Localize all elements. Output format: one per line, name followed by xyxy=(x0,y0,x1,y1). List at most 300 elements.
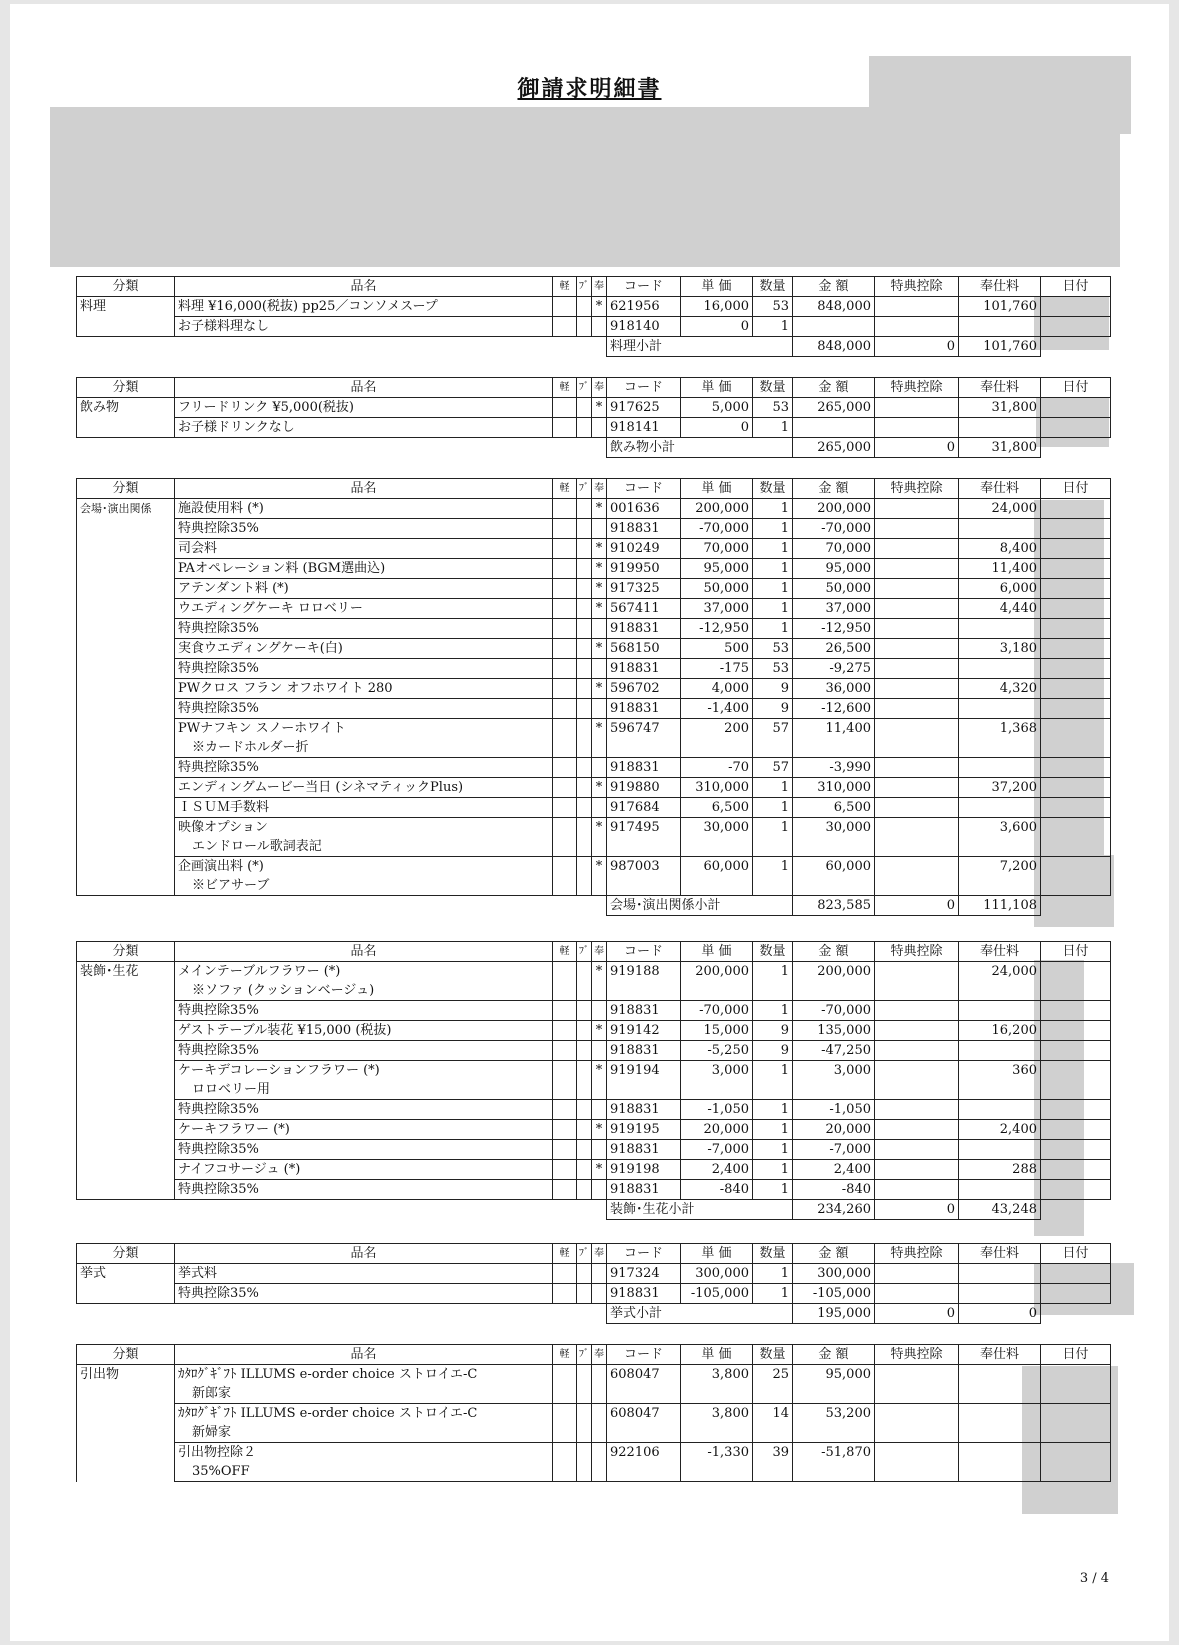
line-item-row xyxy=(77,1284,1111,1304)
quantity: 1 xyxy=(753,1140,793,1160)
amount xyxy=(793,418,875,438)
bu-cell xyxy=(577,398,592,418)
bu-cell xyxy=(577,599,592,619)
date-cell xyxy=(1041,539,1111,559)
item-code: 918831 xyxy=(607,659,681,679)
item-code: 918831 xyxy=(607,1180,681,1200)
column-header: 奉 xyxy=(592,479,607,499)
quantity: 1 xyxy=(753,1264,793,1284)
amount: -12,600 xyxy=(793,699,875,719)
line-item-row xyxy=(77,499,1111,519)
bu-cell xyxy=(577,798,592,818)
service-charge: 37,200 xyxy=(959,778,1041,798)
bu-cell xyxy=(577,1100,592,1120)
header-row xyxy=(77,942,1111,962)
benefit-deduction xyxy=(875,1100,959,1120)
benefit-deduction xyxy=(875,579,959,599)
bu-cell xyxy=(577,1001,592,1021)
benefit-deduction xyxy=(875,1264,959,1284)
item-name-line: PWナフキン スノーホワイト xyxy=(178,721,346,736)
unit-price: 4,000 xyxy=(681,679,753,699)
service-mark: * xyxy=(592,1160,607,1180)
subtotal-service: 101,760 xyxy=(959,337,1041,357)
light-tax-cell xyxy=(553,719,577,758)
column-header: ﾌﾞ xyxy=(577,942,592,962)
quantity: 1 xyxy=(753,539,793,559)
column-header: 数量 xyxy=(753,277,793,297)
category-cell xyxy=(77,659,175,679)
service-mark: * xyxy=(592,539,607,559)
quantity: 57 xyxy=(753,758,793,778)
quantity: 1 xyxy=(753,1160,793,1180)
subtotal-label: 会場･演出関係小計 xyxy=(607,896,793,916)
unit-price: 0 xyxy=(681,418,753,438)
quantity: 14 xyxy=(753,1404,793,1443)
header-row xyxy=(77,277,1111,297)
line-item-row xyxy=(77,818,1111,857)
bu-cell xyxy=(577,1041,592,1061)
light-tax-cell xyxy=(553,857,577,896)
line-item-row xyxy=(77,539,1111,559)
section-table xyxy=(76,478,1111,916)
service-charge xyxy=(959,1041,1041,1061)
item-code: 922106 xyxy=(607,1443,681,1482)
category-cell xyxy=(77,758,175,778)
item-name-line: 挙式料 xyxy=(178,1266,218,1281)
subtotal-service: 0 xyxy=(959,1304,1041,1324)
column-header: 金 額 xyxy=(793,277,875,297)
item-name xyxy=(175,1404,553,1443)
category-cell xyxy=(77,1180,175,1200)
service-mark xyxy=(592,758,607,778)
unit-price: 70,000 xyxy=(681,539,753,559)
quantity: 1 xyxy=(753,1284,793,1304)
item-name xyxy=(175,519,553,539)
item-name xyxy=(175,679,553,699)
light-tax-cell xyxy=(553,418,577,438)
redacted-block xyxy=(50,107,1120,267)
column-header: コード xyxy=(607,277,681,297)
unit-price: 3,800 xyxy=(681,1404,753,1443)
amount: 310,000 xyxy=(793,778,875,798)
column-header: ﾌﾞ xyxy=(577,479,592,499)
quantity: 53 xyxy=(753,297,793,317)
quantity: 1 xyxy=(753,499,793,519)
unit-price: -1,330 xyxy=(681,1443,753,1482)
service-charge: 4,440 xyxy=(959,599,1041,619)
bu-cell xyxy=(577,1365,592,1404)
service-charge: 24,000 xyxy=(959,499,1041,519)
quantity: 1 xyxy=(753,599,793,619)
bu-cell xyxy=(577,659,592,679)
quantity: 1 xyxy=(753,559,793,579)
page-title: 御請求明細書 xyxy=(517,76,662,102)
item-name-line: 特典控除35% xyxy=(178,621,259,636)
service-charge xyxy=(959,699,1041,719)
item-name-line: アテンダント料 (*) xyxy=(178,581,289,596)
column-header: 軽 xyxy=(553,479,577,499)
item-code: 001636 xyxy=(607,499,681,519)
benefit-deduction xyxy=(875,499,959,519)
item-code: 918831 xyxy=(607,1140,681,1160)
column-header: 軽 xyxy=(553,277,577,297)
item-name xyxy=(175,1365,553,1404)
item-name-line: お子様ドリンクなし xyxy=(178,420,295,435)
unit-price: 200 xyxy=(681,719,753,758)
column-header: ﾌﾞ xyxy=(577,277,592,297)
unit-price: 37,000 xyxy=(681,599,753,619)
date-cell xyxy=(1041,1443,1111,1482)
bu-cell xyxy=(577,297,592,317)
column-header: 金 額 xyxy=(793,378,875,398)
amount: -9,275 xyxy=(793,659,875,679)
bu-cell xyxy=(577,1404,592,1443)
bu-cell xyxy=(577,519,592,539)
bu-cell xyxy=(577,1264,592,1284)
item-code: 621956 xyxy=(607,297,681,317)
column-header: 日付 xyxy=(1041,942,1111,962)
service-mark xyxy=(592,418,607,438)
unit-price: 310,000 xyxy=(681,778,753,798)
subtotal-service: 31,800 xyxy=(959,438,1041,458)
service-mark xyxy=(592,659,607,679)
item-name xyxy=(175,639,553,659)
column-header: 分類 xyxy=(77,1244,175,1264)
date-cell xyxy=(1041,857,1111,896)
quantity: 57 xyxy=(753,719,793,758)
light-tax-cell xyxy=(553,699,577,719)
quantity: 53 xyxy=(753,639,793,659)
line-item-row xyxy=(77,1041,1111,1061)
bu-cell xyxy=(577,778,592,798)
service-charge xyxy=(959,1140,1041,1160)
column-header: 奉 xyxy=(592,277,607,297)
service-mark xyxy=(592,1100,607,1120)
item-name-line: 特典控除35% xyxy=(178,1286,259,1301)
category-cell xyxy=(77,639,175,659)
quantity: 1 xyxy=(753,1061,793,1100)
bu-cell xyxy=(577,962,592,1001)
item-code: 917684 xyxy=(607,798,681,818)
item-code: 918140 xyxy=(607,317,681,337)
date-cell xyxy=(1041,438,1111,458)
unit-price: 6,500 xyxy=(681,798,753,818)
subtotal-label: 挙式小計 xyxy=(607,1304,793,1324)
item-name-line: 司会料 xyxy=(178,541,218,556)
item-code: 596747 xyxy=(607,719,681,758)
item-code: 608047 xyxy=(607,1365,681,1404)
service-mark xyxy=(592,317,607,337)
item-name xyxy=(175,499,553,519)
benefit-deduction xyxy=(875,398,959,418)
item-code: 918831 xyxy=(607,1001,681,1021)
item-name-line: 施設使用料 (*) xyxy=(178,501,264,516)
amount: 36,000 xyxy=(793,679,875,699)
subtotal-amount: 265,000 xyxy=(793,438,875,458)
category-cell xyxy=(77,579,175,599)
item-code: 608047 xyxy=(607,1404,681,1443)
column-header: 軽 xyxy=(553,378,577,398)
date-cell xyxy=(1041,962,1111,1001)
light-tax-cell xyxy=(553,659,577,679)
unit-price: 20,000 xyxy=(681,1120,753,1140)
bu-cell xyxy=(577,619,592,639)
item-name xyxy=(175,418,553,438)
item-name xyxy=(175,1061,553,1100)
light-tax-cell xyxy=(553,599,577,619)
line-item-row xyxy=(77,398,1111,418)
quantity: 1 xyxy=(753,818,793,857)
column-header: 特典控除 xyxy=(875,277,959,297)
date-cell xyxy=(1041,1365,1111,1404)
benefit-deduction xyxy=(875,1041,959,1061)
column-header: 数量 xyxy=(753,479,793,499)
benefit-deduction xyxy=(875,778,959,798)
line-item-row xyxy=(77,1001,1111,1021)
amount: -840 xyxy=(793,1180,875,1200)
item-code: 919194 xyxy=(607,1061,681,1100)
quantity: 1 xyxy=(753,519,793,539)
subtotal-deduction: 0 xyxy=(875,337,959,357)
column-header: 数量 xyxy=(753,1244,793,1264)
light-tax-cell xyxy=(553,1120,577,1140)
service-charge: 101,760 xyxy=(959,297,1041,317)
date-cell xyxy=(1041,559,1111,579)
item-name xyxy=(175,699,553,719)
item-name xyxy=(175,1041,553,1061)
line-item-row xyxy=(77,1404,1111,1443)
item-name xyxy=(175,1284,553,1304)
service-charge: 2,400 xyxy=(959,1120,1041,1140)
subtotal-service: 43,248 xyxy=(959,1200,1041,1220)
benefit-deduction xyxy=(875,699,959,719)
date-cell xyxy=(1041,659,1111,679)
bu-cell xyxy=(577,719,592,758)
service-charge xyxy=(959,798,1041,818)
date-cell xyxy=(1041,1284,1111,1304)
light-tax-cell xyxy=(553,778,577,798)
unit-price: -70 xyxy=(681,758,753,778)
quantity: 53 xyxy=(753,398,793,418)
quantity: 1 xyxy=(753,857,793,896)
item-name-note: ※カードホルダー折 xyxy=(192,740,309,755)
column-header: 奉仕料 xyxy=(959,378,1041,398)
quantity: 25 xyxy=(753,1365,793,1404)
bu-cell xyxy=(577,579,592,599)
column-header: 特典控除 xyxy=(875,942,959,962)
item-name xyxy=(175,297,553,317)
item-name xyxy=(175,857,553,896)
service-charge xyxy=(959,659,1041,679)
subtotal-label: 飲み物小計 xyxy=(607,438,793,458)
service-charge: 31,800 xyxy=(959,398,1041,418)
amount: -105,000 xyxy=(793,1284,875,1304)
light-tax-cell xyxy=(553,1001,577,1021)
column-header: 特典控除 xyxy=(875,1244,959,1264)
bu-cell xyxy=(577,857,592,896)
item-name-line: ｶﾀﾛｸﾞｷﾞﾌﾄ ILLUMS e-order choice ストロイエ-C xyxy=(178,1406,478,1421)
service-charge: 7,200 xyxy=(959,857,1041,896)
amount: 135,000 xyxy=(793,1021,875,1041)
section-table xyxy=(76,1243,1111,1324)
column-header: 品名 xyxy=(175,378,553,398)
date-cell xyxy=(1041,499,1111,519)
section-table xyxy=(76,1344,1111,1482)
service-charge xyxy=(959,1284,1041,1304)
bu-cell xyxy=(577,639,592,659)
item-name-line: エンディングムービー当日 (シネマティックPlus) xyxy=(178,780,464,795)
amount: 3,000 xyxy=(793,1061,875,1100)
column-header: 金 額 xyxy=(793,1244,875,1264)
benefit-deduction xyxy=(875,1061,959,1100)
item-name-line: 特典控除35% xyxy=(178,1003,259,1018)
benefit-deduction xyxy=(875,418,959,438)
column-header: 単 価 xyxy=(681,479,753,499)
item-name-note: 新婦家 xyxy=(192,1425,232,1440)
item-name-line: ｶﾀﾛｸﾞｷﾞﾌﾄ ILLUMS e-order choice ストロイエ-C xyxy=(178,1367,478,1382)
column-header: 奉仕料 xyxy=(959,1345,1041,1365)
bu-cell xyxy=(577,418,592,438)
category-cell: 挙式 xyxy=(77,1264,175,1284)
item-name xyxy=(175,559,553,579)
column-header: 日付 xyxy=(1041,378,1111,398)
service-mark: * xyxy=(592,679,607,699)
benefit-deduction xyxy=(875,1120,959,1140)
column-header: 分類 xyxy=(77,1345,175,1365)
category-cell xyxy=(77,599,175,619)
bu-cell xyxy=(577,1140,592,1160)
line-item-row xyxy=(77,778,1111,798)
light-tax-cell xyxy=(553,1365,577,1404)
item-name-note: 新郎家 xyxy=(192,1386,232,1401)
service-mark: * xyxy=(592,719,607,758)
service-charge: 360 xyxy=(959,1061,1041,1100)
subtotal-row xyxy=(77,1200,1111,1220)
date-cell xyxy=(1041,398,1111,418)
subtotal-deduction: 0 xyxy=(875,896,959,916)
unit-price: 500 xyxy=(681,639,753,659)
column-header: 奉 xyxy=(592,942,607,962)
light-tax-cell xyxy=(553,1041,577,1061)
subtotal-row xyxy=(77,337,1111,357)
item-name xyxy=(175,1100,553,1120)
service-mark xyxy=(592,1001,607,1021)
quantity: 9 xyxy=(753,699,793,719)
category-cell xyxy=(77,778,175,798)
item-name xyxy=(175,1264,553,1284)
service-charge: 3,180 xyxy=(959,639,1041,659)
amount: 265,000 xyxy=(793,398,875,418)
item-code: 919188 xyxy=(607,962,681,1001)
column-header: 分類 xyxy=(77,942,175,962)
amount: -3,990 xyxy=(793,758,875,778)
category-cell: 飲み物 xyxy=(77,398,175,418)
column-header: 品名 xyxy=(175,277,553,297)
light-tax-cell xyxy=(553,1180,577,1200)
line-item-row xyxy=(77,579,1111,599)
category-cell xyxy=(77,1443,175,1482)
amount: -1,050 xyxy=(793,1100,875,1120)
quantity: 1 xyxy=(753,418,793,438)
unit-price: 95,000 xyxy=(681,559,753,579)
line-item-row xyxy=(77,1061,1111,1100)
service-mark: * xyxy=(592,297,607,317)
column-header: 数量 xyxy=(753,378,793,398)
category-cell: 料理 xyxy=(77,297,175,317)
unit-price: -7,000 xyxy=(681,1140,753,1160)
item-code: 917625 xyxy=(607,398,681,418)
item-name-line: 特典控除35% xyxy=(178,521,259,536)
service-mark xyxy=(592,1140,607,1160)
column-header: 数量 xyxy=(753,1345,793,1365)
column-header: 単 価 xyxy=(681,277,753,297)
service-charge xyxy=(959,1180,1041,1200)
quantity: 1 xyxy=(753,619,793,639)
subtotal-label: 料理小計 xyxy=(607,337,793,357)
category-cell xyxy=(77,519,175,539)
amount: -70,000 xyxy=(793,519,875,539)
line-item-row xyxy=(77,519,1111,539)
light-tax-cell xyxy=(553,818,577,857)
unit-price: 300,000 xyxy=(681,1264,753,1284)
column-header: コード xyxy=(607,479,681,499)
date-cell xyxy=(1041,778,1111,798)
item-name-line: PAオペレーション料 (BGM選曲込) xyxy=(178,561,386,576)
date-cell xyxy=(1041,896,1111,916)
service-mark xyxy=(592,1365,607,1404)
line-item-row xyxy=(77,418,1111,438)
date-cell xyxy=(1041,1304,1111,1324)
item-name-line: ゲストテーブル装花 ¥15,000 (税抜) xyxy=(178,1023,392,1038)
item-name xyxy=(175,758,553,778)
unit-price: 200,000 xyxy=(681,962,753,1001)
amount: 200,000 xyxy=(793,499,875,519)
category-cell xyxy=(77,1284,175,1304)
date-cell xyxy=(1041,317,1111,337)
unit-price: -840 xyxy=(681,1180,753,1200)
unit-price: -1,400 xyxy=(681,699,753,719)
bu-cell xyxy=(577,679,592,699)
benefit-deduction xyxy=(875,857,959,896)
unit-price: -70,000 xyxy=(681,1001,753,1021)
subtotal-deduction: 0 xyxy=(875,1200,959,1220)
unit-price: -70,000 xyxy=(681,519,753,539)
item-name xyxy=(175,539,553,559)
column-header: 軽 xyxy=(553,942,577,962)
benefit-deduction xyxy=(875,679,959,699)
quantity: 1 xyxy=(753,317,793,337)
service-mark: * xyxy=(592,639,607,659)
column-header: 奉 xyxy=(592,1244,607,1264)
item-name xyxy=(175,1140,553,1160)
category-cell xyxy=(77,857,175,896)
date-cell xyxy=(1041,719,1111,758)
item-name-line: 特典控除35% xyxy=(178,1142,259,1157)
date-cell xyxy=(1041,1180,1111,1200)
service-charge xyxy=(959,1001,1041,1021)
bu-cell xyxy=(577,1160,592,1180)
amount: 95,000 xyxy=(793,559,875,579)
unit-price: 50,000 xyxy=(681,579,753,599)
line-item-row xyxy=(77,798,1111,818)
item-code: 918831 xyxy=(607,519,681,539)
unit-price: -1,050 xyxy=(681,1100,753,1120)
benefit-deduction xyxy=(875,1180,959,1200)
item-code: 567411 xyxy=(607,599,681,619)
amount: 200,000 xyxy=(793,962,875,1001)
category-cell xyxy=(77,818,175,857)
quantity: 9 xyxy=(753,1021,793,1041)
